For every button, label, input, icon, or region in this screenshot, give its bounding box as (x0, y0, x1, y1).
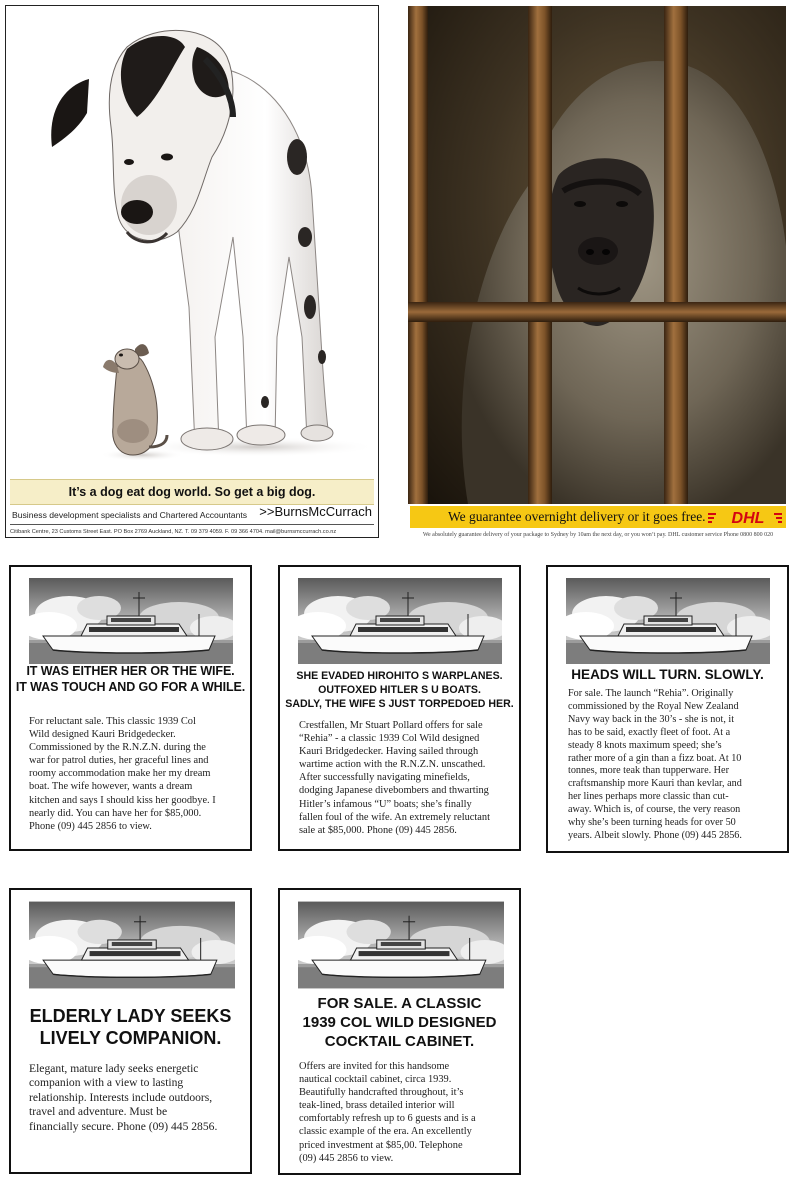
body-line: “Rehia” - a classic 1939 Col Wild designed (299, 733, 480, 745)
boat-ad-body (299, 719, 505, 837)
boat-ad-headline (11, 663, 250, 695)
boat-ad-body (299, 1060, 505, 1165)
body-line: rather more of a gin than a fizz boat. At 10 (568, 752, 742, 764)
body-line: kitchen and says I should kiss her goodbye. I (29, 794, 216, 806)
body-line: After successfully navigating minefields, (299, 772, 470, 784)
boat-ad-5 (278, 888, 521, 1175)
body-line: nearly did. You can have her for $85,000. (29, 807, 202, 819)
boat-ad-headline (280, 994, 519, 1051)
body-line: sale at $85,000. Phone (09) 445 2856. (299, 824, 457, 836)
headline-line: HEADS WILL TURN. SLOWLY. (571, 667, 764, 682)
burns-tagline: It’s a dog eat dog world. So get a big dog. (10, 479, 374, 505)
body-line: years. Albeit slowly. Phone (09) 445 2856. (568, 829, 742, 841)
body-line: craftsmanship more Kauri than kevlar, and (568, 778, 742, 790)
headline-line: SADLY, THE WIFE S JUST TORPEDOED HER. (285, 698, 514, 710)
body-line: teak-lined, brass detailed interior will (299, 1100, 455, 1112)
body-line: (09) 445 2856 to view. (299, 1152, 394, 1164)
body-line: fallen foul of the wife. An extremely reluctant (299, 811, 490, 823)
dhl-slogan: We guarantee overnight delivery or it goes free. (448, 509, 706, 524)
body-line: relationship. Interests include outdoors, (29, 1090, 213, 1104)
dhl-logo (708, 508, 782, 526)
headline-line: 1939 COL WILD DESIGNED (302, 1014, 497, 1031)
dhl-logo-text: DHL (731, 510, 765, 526)
headline-line: LIVELY COMPANION. (39, 1028, 222, 1048)
body-line: Commissioned by the R.N.Z.N. during the (29, 742, 206, 754)
boat-ad-1 (9, 565, 252, 851)
body-line: Elegant, mature lady seeks energetic (29, 1062, 199, 1075)
body-line: Navy way back in the 30’s - she is not, it (568, 713, 735, 725)
body-line: travel and adventure. Must be (29, 1105, 168, 1119)
body-line: classic example of the era. An excellently (299, 1126, 472, 1138)
body-line: Beautifully handcrafted throughout, it’s (299, 1087, 464, 1099)
body-line: Hitler’s infamous “U” boats; she’s finally (299, 798, 472, 810)
boat-photo (29, 901, 235, 989)
dhl-ad (408, 6, 786, 544)
boat-ad-4 (9, 888, 252, 1174)
boat-photo (298, 901, 504, 989)
body-line: roomy accommodation make her my dream (29, 768, 211, 780)
boat-ad-headline (548, 667, 787, 683)
body-line: why she’s been turning heads for over 50 (568, 817, 736, 829)
body-line: For reluctant sale. This classic 1939 Col (29, 716, 196, 727)
burns-brand-logo: >>BurnsMcCurrach (259, 504, 372, 519)
body-line: priced investment at $85,00. Telephone (299, 1139, 463, 1151)
body-line: For sale. The launch “Rehia”. Originally (568, 688, 734, 699)
body-line: Offers are invited for this handsome (299, 1061, 450, 1072)
burns-services-line (10, 504, 374, 523)
headline-line: IT WAS EITHER HER OR THE WIFE. (26, 664, 235, 678)
burns-mccurrach-ad (5, 5, 379, 538)
burns-address: Citibank Centre, 23 Customs Street East. PO Box 2769 Auckland, NZ. T. 09 379 4059. F. 09 366 4704. mail@burnsmccurrach.co.nz (10, 529, 337, 535)
boat-photo (566, 578, 770, 664)
body-line: Kauri Bridgedecker. Having sailed through (299, 746, 479, 758)
gorilla-behind-bars-photo (408, 6, 786, 504)
body-line: away. Which is, of course, the very reason (568, 804, 741, 816)
burns-services: Business development specialists and Chartered Accountants (12, 510, 248, 520)
body-line: dodging Japanese divebombers and thwarting (299, 785, 489, 797)
boat-photo (298, 578, 502, 664)
headline-line: FOR SALE. A CLASSIC (317, 995, 482, 1012)
body-line: nautical cocktail cabinet, circa 1939. (299, 1074, 452, 1086)
headline-line: OUTFOXED HITLER S U BOATS. (318, 684, 481, 696)
headline-line: SHE EVADED HIROHITO S WARPLANES. (296, 670, 503, 682)
body-line: has to be said, exactly fleet of foot. At a (568, 726, 731, 738)
headline-line: COCKTAIL CABINET. (324, 1033, 475, 1050)
big-dog-small-dog-illustration (7, 7, 377, 477)
dogs-photo (7, 7, 377, 477)
gorilla-illustration (408, 6, 786, 504)
body-line: financially secure. Phone (09) 445 2856. (29, 1119, 218, 1133)
body-line: comfortably refresh up to 6 guests and is a (299, 1113, 476, 1125)
burns-divider (10, 524, 374, 525)
boat-photo (29, 578, 233, 664)
boat-ad-2 (278, 565, 521, 851)
headline-line: ELDERLY LADY SEEKS (29, 1006, 232, 1026)
body-line: steady 8 knots maximum speed; she’s (568, 739, 722, 751)
dhl-slogan-bar (410, 506, 786, 528)
boat-ad-3 (546, 565, 789, 853)
body-line: war for patrol duties, her graceful lines and (29, 755, 209, 767)
boat-ad-body (29, 1062, 237, 1134)
body-line: Wild designed Kauri Bridgedecker. (29, 729, 176, 741)
body-line: boat. The wife however, wants a dream (29, 781, 193, 793)
body-line: Crestfallen, Mr Stuart Pollard offers for sale (299, 720, 483, 731)
body-line: tonnes, more teak than tupperware. Her (568, 765, 729, 777)
body-line: commissioned by the Royal New Zealand (568, 700, 739, 712)
body-line: wartime action with the R.N.Z.N. unscathed. (299, 759, 486, 771)
dhl-fine-print: We absolutely guarantee delivery of your package to Sydney by 10am the next day, or you won’t pay. DHL customer service Phone 0800 800 020 (422, 532, 774, 538)
boat-ad-headline (11, 1005, 250, 1049)
boat-ad-body (29, 715, 235, 833)
body-line: her lines perhaps more classic than cut- (568, 791, 729, 803)
boat-ad-headline (280, 669, 519, 711)
body-line: companion with a view to lasting (29, 1076, 184, 1090)
headline-line: IT WAS TOUCH AND GO FOR A WHILE. (15, 680, 246, 694)
body-line: Phone (09) 445 2856 to view. (29, 820, 152, 832)
boat-ad-body (568, 688, 772, 843)
